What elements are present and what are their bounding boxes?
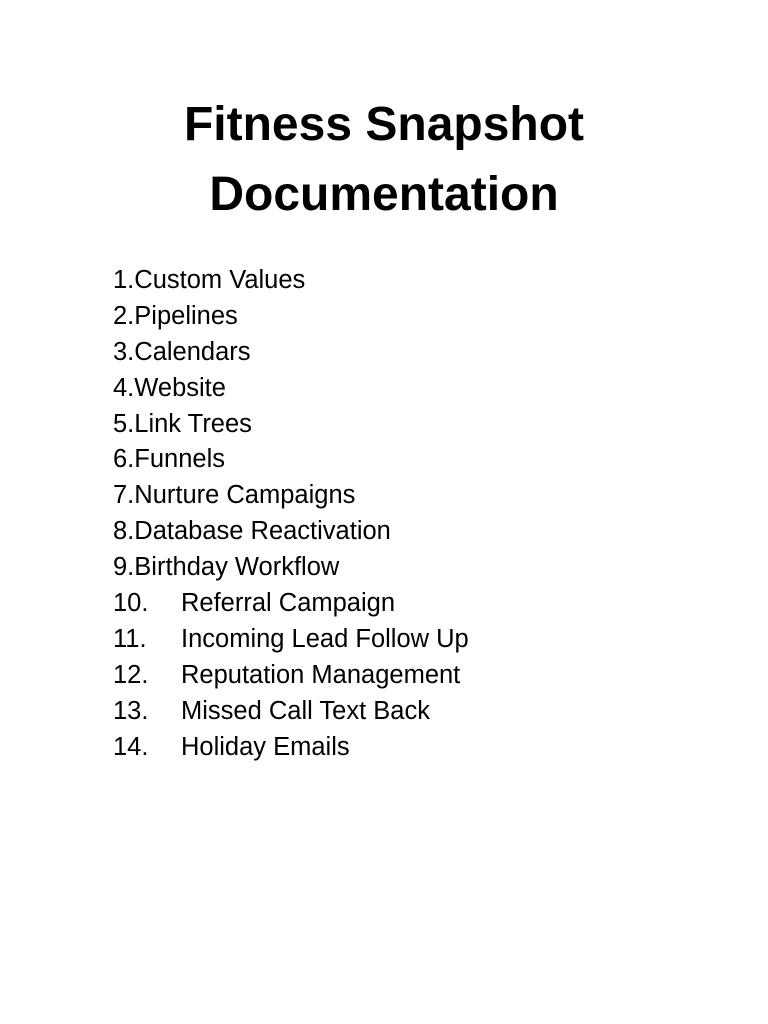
list-item-label: Custom Values: [134, 266, 306, 294]
list-item: [113, 586, 469, 622]
list-item-number: 2.: [113, 301, 135, 330]
list-item-number: 10.: [113, 589, 149, 618]
list-item: [113, 442, 469, 478]
list-item: [113, 478, 469, 514]
list-item-number: 7.: [113, 481, 135, 510]
list-item: [113, 371, 469, 407]
list-item-label: Funnels: [134, 445, 226, 474]
list-item-label: Pipelines: [134, 301, 238, 330]
list-item-label: Reputation Management: [181, 660, 461, 689]
list-item-number: 13.: [113, 696, 149, 725]
list-item-label: Incoming Lead Follow Up: [181, 624, 469, 653]
list-item-number: 12.: [113, 660, 149, 689]
list-item: [113, 299, 469, 335]
table-of-contents: [113, 263, 469, 765]
list-item-number: 5.: [113, 409, 135, 438]
list-item-label: Database Reactivation: [134, 517, 391, 546]
list-item-number: 11.: [113, 624, 147, 653]
list-item-label: Missed Call Text Back: [181, 696, 430, 725]
list-item-number: 8.: [113, 517, 135, 546]
list-item: [113, 407, 469, 443]
list-item: [113, 730, 469, 766]
list-item-label: Link Trees: [134, 409, 252, 438]
list-item-number: 4.: [113, 373, 135, 402]
list-item: [113, 694, 469, 730]
list-item-label: Nurture Campaigns: [134, 481, 356, 510]
list-item: [113, 263, 469, 299]
list-item-label: Holiday Emails: [181, 732, 350, 761]
list-item-number: 9.: [113, 553, 135, 582]
list-item-number: 1.: [113, 266, 135, 294]
list-item: [113, 514, 469, 550]
list-item-label: Website: [134, 373, 226, 402]
list-item-label: Calendars: [134, 337, 251, 366]
list-item: [113, 550, 469, 586]
title-line-2: Documentation: [209, 168, 559, 221]
list-item-label: Birthday Workflow: [134, 553, 340, 582]
list-item: [113, 622, 469, 658]
list-item: [113, 335, 469, 371]
list-item-number: 3.: [113, 337, 135, 366]
list-item: [113, 658, 469, 694]
list-item-number: 14.: [113, 732, 149, 761]
page-title: [0, 90, 768, 230]
title-line-1: Fitness Snapshot: [183, 98, 585, 151]
list-item-number: 6.: [113, 445, 135, 474]
list-item-label: Referral Campaign: [181, 589, 396, 618]
